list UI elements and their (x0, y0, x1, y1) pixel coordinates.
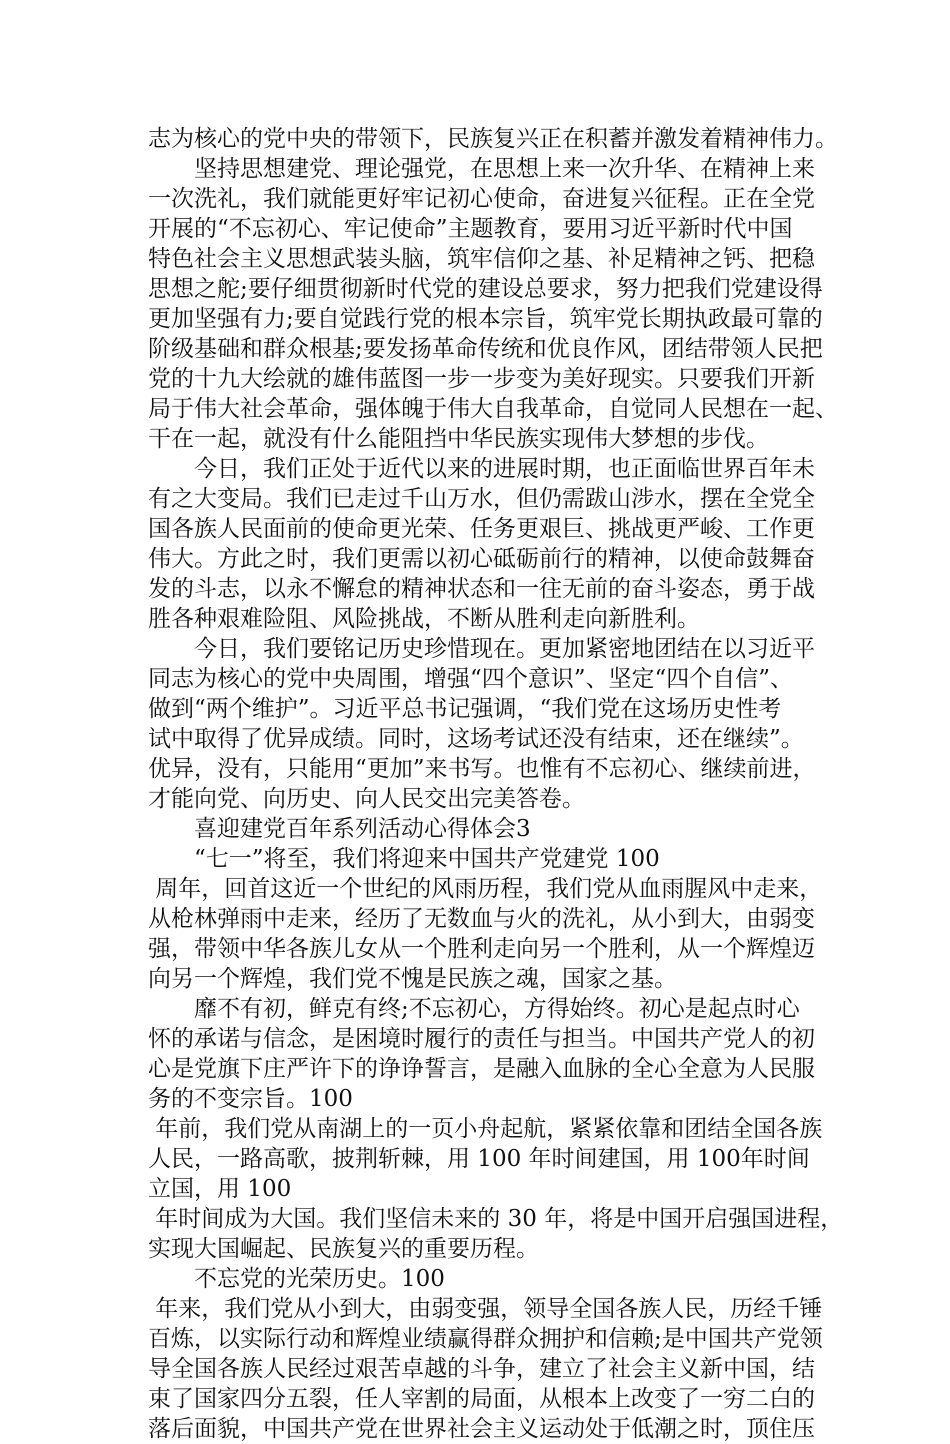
text-line: 年时间成为大国。我们坚信未来的 30 年，将是中国开启强国进程， (148, 1206, 844, 1232)
text-line: 年前，我们党从南湖上的一页小舟起航，紧紧依靠和团结全国各族 (148, 1116, 823, 1142)
text-line: 党的十九大绘就的雄伟蓝图一步一步变为美好现实。只要我们开新 (148, 366, 815, 392)
text-line: 向另一个辉煌，我们党不愧是民族之魂，国家之基。 (148, 966, 677, 992)
text-line: 思想之舵;要仔细贯彻新时代党的建设总要求，努力把我们党建设得 (148, 276, 823, 302)
text-line: 发的斗志，以永不懈怠的精神状态和一往无前的奋斗姿态，勇于战 (148, 576, 815, 602)
text-line: 不忘党的光荣历史。100 (148, 1266, 445, 1292)
text-line: 怀的承诺与信念，是困境时履行的责任与担当。中国共产党人的初 (148, 1026, 815, 1052)
text-line: 局于伟大社会革命，强体魄于伟大自我革命，自觉同人民想在一起、 (148, 396, 838, 422)
text-line: “七一”将至，我们将迎来中国共产党建党 100 (148, 846, 660, 872)
text-line: 立国，用 100 (148, 1176, 292, 1202)
text-line: 导全国各族人民经过艰苦卓越的斗争，建立了社会主义新中国，结 (148, 1356, 815, 1382)
text-line: 干在一起，就没有什么能阻挡中华民族实现伟大梦想的步伐。 (148, 426, 769, 452)
text-line: 阶级基础和群众根基;要发扬革命传统和优良作风，团结带领人民把 (148, 336, 823, 362)
text-line: 人民，一路高歌，披荆斩棘，用 100 年时间建国，用 100年时间 (148, 1146, 810, 1172)
text-line: 优异，没有，只能用“更加”来书写。也惟有不忘初心、继续前进， (148, 756, 816, 782)
text-line: 胜各种艰难险阻、风险挑战，不断从胜利走向新胜利。 (148, 606, 700, 632)
document-body (148, 124, 844, 1444)
text-line: 百炼，以实际行动和辉煌业绩赢得群众拥护和信赖;是中国共产党领 (148, 1326, 823, 1352)
text-line: 从枪林弹雨中走来，经历了无数血与火的洗礼，从小到大，由弱变 (148, 906, 815, 932)
text-line: 实现大国崛起、民族复兴的重要历程。 (148, 1236, 539, 1262)
text-line: 更加坚强有力;要自觉践行党的根本宗旨，筑牢党长期执政最可靠的 (148, 306, 823, 332)
text-line: 有之大变局。我们已走过千山万水，但仍需跋山涉水，摆在全党全 (148, 486, 815, 512)
text-line: 强，带领中华各族儿女从一个胜利走向另一个胜利，从一个辉煌迈 (148, 936, 815, 962)
text-line: 志为核心的党中央的带领下，民族复兴正在积蓄并激发着精神伟力。 (148, 126, 838, 152)
section-heading: 喜迎建党百年系列活动心得体会3 (148, 816, 531, 842)
text-line: 坚持思想建党、理论强党，在思想上来一次升华、在精神上来 (148, 156, 815, 182)
text-line: 伟大。方此之时，我们更需以初心砥砺前行的精神，以使命鼓舞奋 (148, 546, 815, 572)
text-line: 做到“两个维护”。习近平总书记强调，“我们党在这场历史性考 (148, 696, 782, 722)
text-line: 今日，我们正处于近代以来的进展时期，也正面临世界百年未 (148, 456, 815, 482)
text-line: 特色社会主义思想武装头脑，筑牢信仰之基、补足精神之钙、把稳 (148, 246, 815, 272)
text-line: 才能向党、向历史、向人民交出完美答卷。 (148, 786, 585, 812)
text-line: 试中取得了优异成绩。同时，这场考试还没有结束，还在继续”。 (148, 726, 804, 752)
text-line: 务的不变宗旨。100 (148, 1086, 353, 1112)
text-line: 国各族人民面前的使命更光荣、任务更艰巨、挑战更严峻、工作更 (148, 516, 815, 542)
text-line: 开展的“不忘初心、牢记使命”主题教育，要用习近平新时代中国 (148, 216, 793, 242)
text-line: 靡不有初，鲜克有终;不忘初心，方得始终。初心是起点时心 (148, 996, 800, 1022)
text-line: 一次洗礼，我们就能更好牢记初心使命，奋进复兴征程。正在全党 (148, 186, 815, 212)
text-line: 周年，回首这近一个世纪的风雨历程，我们党从血雨腥风中走来， (148, 876, 823, 902)
text-line: 同志为核心的党中央周围，增强“四个意识”、坚定“四个自信”、 (148, 666, 794, 692)
text-line: 今日，我们要铭记历史珍惜现在。更加紧密地团结在以习近平 (148, 636, 815, 662)
text-line: 心是党旗下庄严许下的诤诤誓言，是融入血脉的全心全意为人民服 (148, 1056, 815, 1082)
text-line: 落后面貌，中国共产党在世界社会主义运动处于低潮之时，顶住压 (148, 1416, 815, 1442)
text-line: 束了国家四分五裂，任人宰割的局面，从根本上改变了一穷二白的 (148, 1386, 815, 1412)
text-line: 年来，我们党从小到大，由弱变强，领导全国各族人民，历经千锤 (148, 1296, 823, 1322)
